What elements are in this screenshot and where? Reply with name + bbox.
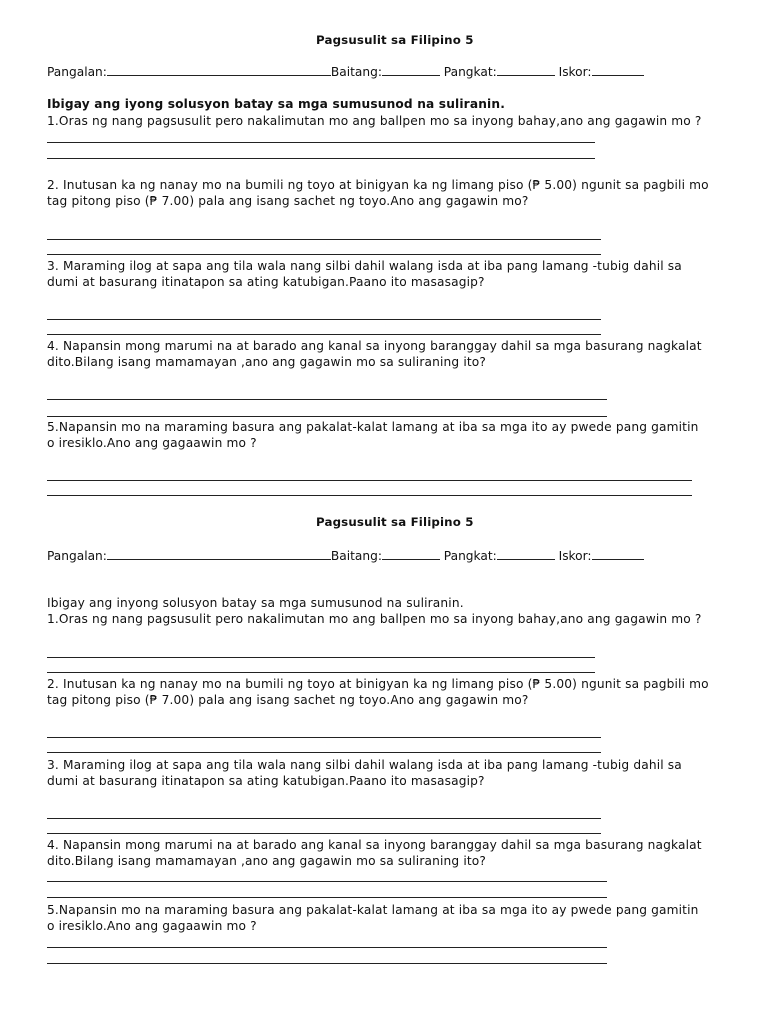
question-4-line-2: dito.Bilang isang mamamayan ,ano ang gagawin mo sa suliraning ito? <box>47 854 487 868</box>
question-3-line-2: dumi at basurang itinatapon sa ating katubigan.Paano ito masasagip? <box>47 275 485 289</box>
question-1: 1.Oras ng nang pagsusulit pero nakalimutan mo ang ballpen mo sa inyong bahay,ano ang gagawin mo ? <box>47 612 702 626</box>
answer-line[interactable] <box>47 254 601 255</box>
answer-line[interactable] <box>47 672 595 673</box>
answer-line[interactable] <box>47 480 692 481</box>
student-info-row <box>47 548 644 564</box>
question-3-line-2: dumi at basurang itinatapon sa ating katubigan.Paano ito masasagip? <box>47 774 485 788</box>
answer-line[interactable] <box>47 963 607 964</box>
answer-line[interactable] <box>47 495 692 496</box>
answer-line[interactable] <box>47 416 607 417</box>
question-5-line-1: 5.Napansin mo na maraming basura ang pakalat-kalat lamang at iba sa mga ito ay pwede pang gamitin <box>47 903 699 917</box>
worksheet-title: Pagsusulit sa Filipino 5 <box>316 515 474 529</box>
question-2-line-2: tag pitong piso (₱ 7.00) pala ang isang sachet ng toyo.Ano ang gagawin mo? <box>47 194 529 208</box>
answer-line[interactable] <box>47 239 601 240</box>
question-5-line-1: 5.Napansin mo na maraming basura ang pakalat-kalat lamang at iba sa mga ito ay pwede pang gamitin <box>47 420 699 434</box>
grade-field[interactable] <box>382 64 440 76</box>
question-4-line-1: 4. Napansin mong marumi na at barado ang kanal sa inyong baranggay dahil sa mga basurang nagkalat <box>47 838 702 852</box>
answer-line[interactable] <box>47 752 601 753</box>
grade-field[interactable] <box>382 548 440 560</box>
answer-line[interactable] <box>47 158 595 159</box>
name-field[interactable] <box>107 548 331 560</box>
name-label: Pangalan: <box>47 549 107 563</box>
answer-line[interactable] <box>47 399 607 400</box>
question-4-line-2: dito.Bilang isang mamamayan ,ano ang gagawin mo sa suliraning ito? <box>47 355 487 369</box>
instruction: Ibigay ang inyong solusyon batay sa mga sumusunod na suliranin. <box>47 596 464 610</box>
answer-line[interactable] <box>47 142 595 143</box>
question-2-line-1: 2. Inutusan ka ng nanay mo na bumili ng toyo at binigyan ka ng limang piso (₱ 5.00) ngunit sa pagbili mo <box>47 178 709 192</box>
question-2-line-1: 2. Inutusan ka ng nanay mo na bumili ng toyo at binigyan ka ng limang piso (₱ 5.00) ngunit sa pagbili mo <box>47 677 709 691</box>
score-field[interactable] <box>592 548 644 560</box>
name-label: Pangalan: <box>47 65 107 79</box>
score-label: Iskor: <box>558 549 592 563</box>
answer-line[interactable] <box>47 833 601 834</box>
grade-label: Baitang: <box>330 549 382 563</box>
section-label: Pangkat: <box>443 65 497 79</box>
score-label: Iskor: <box>558 65 592 79</box>
section-field[interactable] <box>497 64 555 76</box>
question-4-line-1: 4. Napansin mong marumi na at barado ang kanal sa inyong baranggay dahil sa mga basurang nagkalat <box>47 339 702 353</box>
answer-line[interactable] <box>47 897 607 898</box>
answer-line[interactable] <box>47 818 601 819</box>
question-5-line-2: o iresiklo.Ano ang gagaawin mo ? <box>47 919 257 933</box>
question-2-line-2: tag pitong piso (₱ 7.00) pala ang isang sachet ng toyo.Ano ang gagawin mo? <box>47 693 529 707</box>
name-field[interactable] <box>107 64 331 76</box>
answer-line[interactable] <box>47 334 601 335</box>
answer-line[interactable] <box>47 881 607 882</box>
section-field[interactable] <box>497 548 555 560</box>
answer-line[interactable] <box>47 657 595 658</box>
answer-line[interactable] <box>47 737 601 738</box>
answer-line[interactable] <box>47 947 607 948</box>
score-field[interactable] <box>592 64 644 76</box>
question-1: 1.Oras ng nang pagsusulit pero nakalimutan mo ang ballpen mo sa inyong bahay,ano ang gagawin mo ? <box>47 114 702 128</box>
section-label: Pangkat: <box>443 549 497 563</box>
question-3-line-1: 3. Maraming ilog at sapa ang tila wala nang silbi dahil walang isda at iba pang lamang -tubig dahil sa <box>47 259 682 273</box>
answer-line[interactable] <box>47 319 601 320</box>
instruction: Ibigay ang iyong solusyon batay sa mga sumusunod na suliranin. <box>47 97 505 111</box>
worksheet-title: Pagsusulit sa Filipino 5 <box>316 33 474 47</box>
question-3-line-1: 3. Maraming ilog at sapa ang tila wala nang silbi dahil walang isda at iba pang lamang -tubig dahil sa <box>47 758 682 772</box>
grade-label: Baitang: <box>330 65 382 79</box>
student-info-row <box>47 64 644 80</box>
question-5-line-2: o iresiklo.Ano ang gagaawin mo ? <box>47 436 257 450</box>
